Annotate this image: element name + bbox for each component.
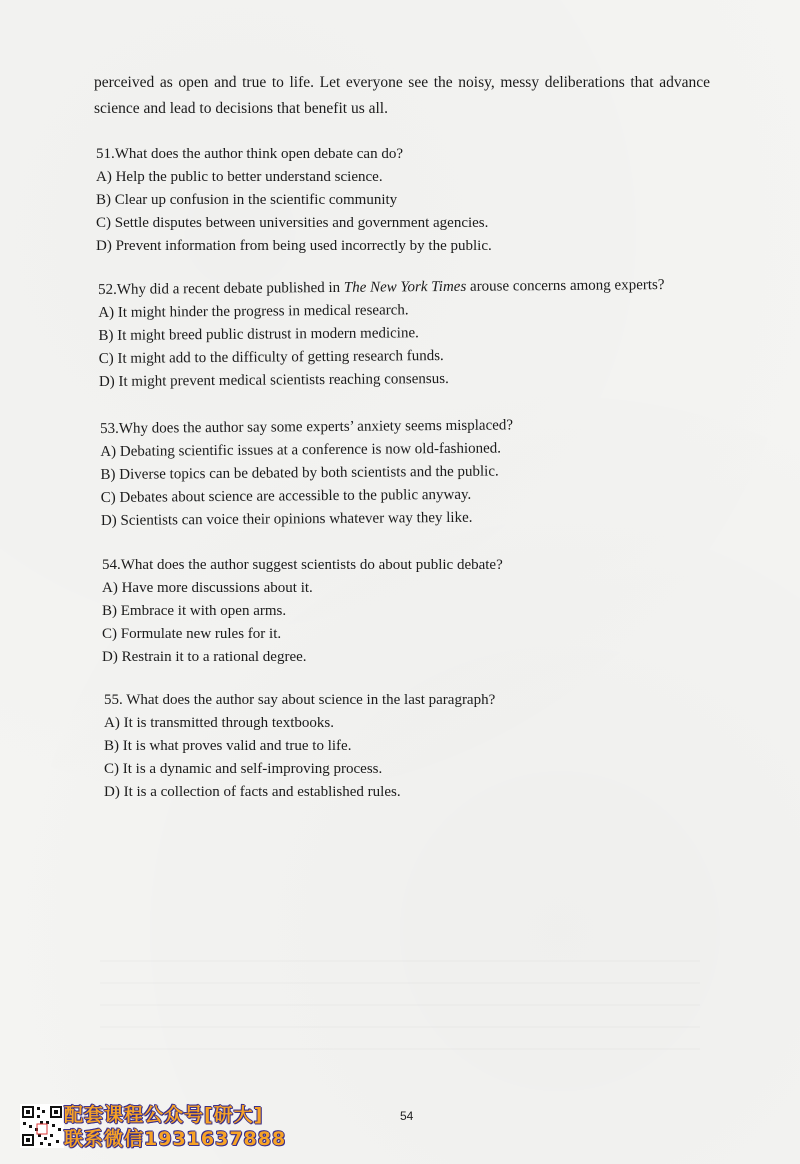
option-d: D) Prevent information from being used incorrectly by the public. [96,238,492,254]
question-55 [104,688,495,804]
passage-line: science and lead to decisions that benefit us all. [94,100,388,117]
page-number: 54 [400,1109,414,1123]
question-text-start: 52.Why did a recent debate published in [98,279,344,298]
question-52 [98,273,665,394]
option-b: B) It is what proves valid and true to life. [104,738,352,754]
option-d: D) It is a collection of facts and established rules. [104,784,401,800]
question-text: 53.Why does the author say some experts’ anxiety seems misplaced? [100,417,514,437]
option-a: A) It might hinder the progress in medical research. [98,302,409,321]
qr-code-icon [20,1104,64,1148]
promo-watermark [20,1104,320,1152]
watermark-line-1: 配套课程公众号[研大] [64,1104,264,1126]
passage-ending [94,70,710,122]
option-a: A) Help the public to better understand science. [96,169,383,185]
option-b: B) Embrace it with open arms. [102,603,287,619]
option-b: B) Clear up confusion in the scientific community [96,192,398,208]
passage-line: perceived as open and true to life. Let everyone see the noisy, messy deliberations that advance [94,74,710,91]
newspaper-title: The New York Times [343,278,467,296]
question-text [98,273,665,302]
option-d: D) It might prevent medical scientists reaching consensus. [98,370,449,390]
watermark-line-2: 联系微信1931637888 [64,1128,287,1150]
option-c: C) Formulate new rules for it. [102,626,282,642]
question-51 [96,142,492,258]
option-d: D) Restrain it to a rational degree. [102,649,307,665]
question-text: 54.What does the author suggest scientists do about public debate? [102,557,503,573]
question-54 [102,553,503,669]
option-c: C) Debates about science are accessible to the public anyway. [100,486,472,506]
option-d: D) Scientists can voice their opinions whatever way they like. [100,509,473,529]
option-a: A) Have more discussions about it. [102,580,313,596]
question-text: 51.What does the author think open debate can do? [96,146,403,162]
option-c: C) It might add to the difficulty of getting research funds. [98,347,444,367]
option-c: C) It is a dynamic and self-improving process. [104,761,383,777]
option-b: B) It might breed public distrust in modern medicine. [98,325,419,344]
bleed-through-text [100,960,700,1070]
question-text-end: arouse concerns among experts? [466,277,665,295]
option-a: A) It is transmitted through textbooks. [104,715,334,731]
question-text: 55. What does the author say about science in the last paragraph? [104,692,496,708]
question-53 [100,413,514,533]
option-c: C) Settle disputes between universities and government agencies. [96,215,489,231]
option-b: B) Diverse topics can be debated by both scientists and the public. [100,463,499,483]
option-a: A) Debating scientific issues at a conference is now old-fashioned. [100,440,502,460]
